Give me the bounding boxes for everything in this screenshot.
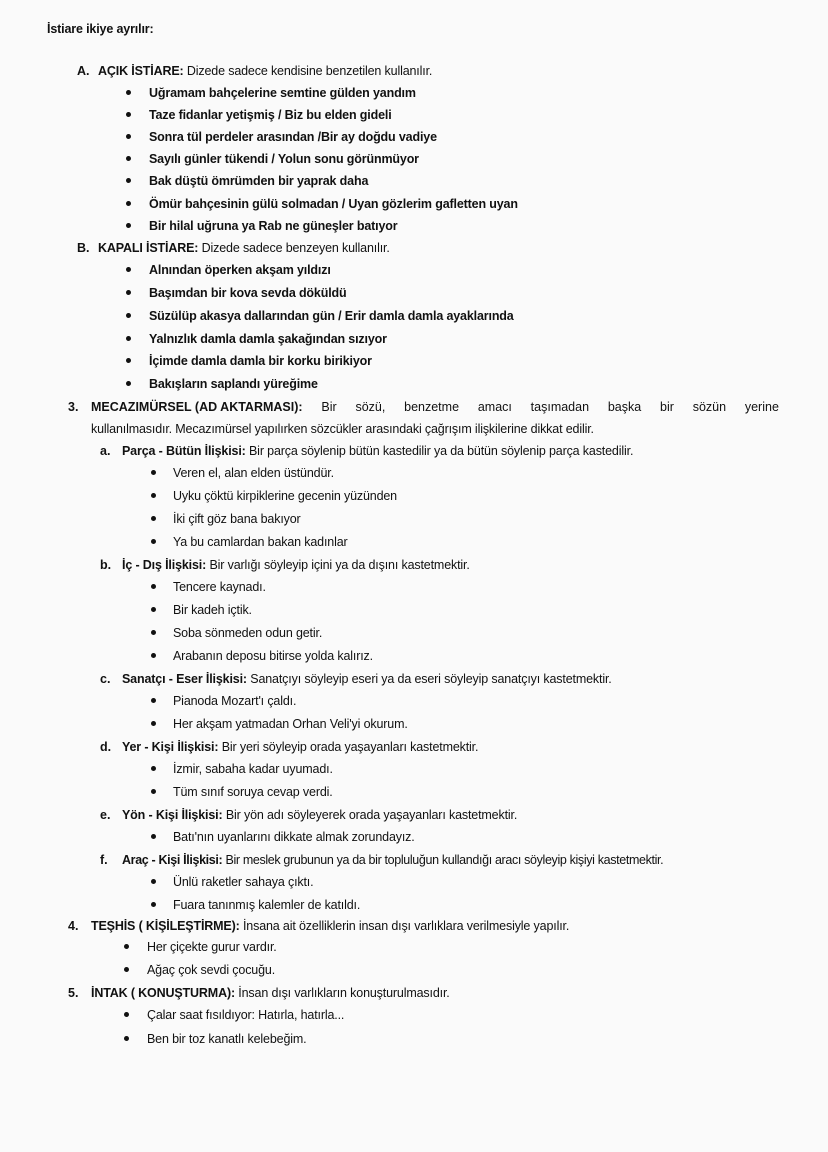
list-item: Bak düştü ömrümden bir yaprak daha (149, 174, 369, 188)
bullet (124, 1012, 129, 1017)
list-item: Başımdan bir kova sevda döküldü (149, 286, 347, 300)
sub-e-desc: Bir yön adı söyleyerek orada yaşayanları kastetmektir. (225, 808, 518, 822)
word: Bir (321, 400, 337, 414)
list-item: Ünlü raketler sahaya çıktı. (173, 875, 314, 889)
sub-c-title: Sanatçı - Eser İlişkisi: (122, 672, 247, 686)
section-4-desc: İnsana ait özelliklerin insan dışı varlıklara verilmesiyle yapılır. (242, 919, 570, 933)
bullet (126, 156, 131, 161)
section-3-title: MECAZIMÜRSEL (AD AKTARMASI): (91, 400, 303, 414)
bullet (126, 336, 131, 341)
sub-a-marker: a. (100, 444, 111, 458)
word: yerine (744, 400, 779, 414)
list-item: Her akşam yatmadan Orhan Veli'yi okurum. (173, 717, 408, 731)
section-3-marker: 3. (68, 400, 79, 414)
bullet (151, 721, 156, 726)
section-b-desc: Dizede sadece benzeyen kullanılır. (201, 241, 390, 255)
section-4-marker: 4. (68, 919, 79, 933)
sub-a-title: Parça - Bütün İlişkisi: (122, 444, 246, 458)
section-3-first-line (91, 399, 779, 415)
bullet (126, 112, 131, 117)
section-4-heading (91, 918, 569, 934)
list-item: Ben bir toz kanatlı kelebeğim. (147, 1032, 307, 1046)
list-item: İçimde damla damla bir korku birikiyor (149, 354, 372, 368)
section-b-marker: B. (77, 241, 90, 255)
bullet (126, 290, 131, 295)
sub-a-desc: Bir parça söylenip bütün kastedilir ya da bütün söylenip parça kastedilir. (249, 444, 634, 458)
bullet (151, 698, 156, 703)
sub-d-title: Yer - Kişi İlişkisi: (122, 740, 219, 754)
list-item: Sayılı günler tükendi / Yolun sonu görünmüyor (149, 152, 419, 166)
list-item: Alnından öperken akşam yıldızı (149, 263, 331, 277)
bullet (151, 766, 156, 771)
word: sözün (692, 400, 727, 414)
bullet (126, 313, 131, 318)
list-item: İki çift göz bana bakıyor (173, 512, 301, 526)
bullet (151, 607, 156, 612)
bullet (126, 223, 131, 228)
bullet (126, 90, 131, 95)
section-b-heading (98, 240, 390, 256)
list-item: Tencere kaynadı. (173, 580, 266, 594)
section-3-desc-cont: kullanılmasıdır. Mecazımürsel yapılırken sözcükler arasındaki çağrışım ilişkilerine dikkat edilir. (91, 422, 594, 436)
list-item: Sonra tül perdeler arasından /Bir ay doğdu vadiye (149, 130, 437, 144)
sub-e-marker: e. (100, 808, 111, 822)
sub-d-desc: Bir yeri söyleyip orada yaşayanları kastetmektir. (221, 740, 479, 754)
bullet (151, 789, 156, 794)
sub-b-heading (122, 557, 470, 573)
bullet (151, 653, 156, 658)
bullet (151, 630, 156, 635)
bullet (151, 879, 156, 884)
list-item: Bir kadeh içtik. (173, 603, 252, 617)
list-item: Ömür bahçesinin gülü solmadan / Uyan gözlerim gafletten uyan (149, 197, 518, 211)
bullet (151, 584, 156, 589)
word: sözü, (355, 400, 386, 414)
bullet (126, 178, 131, 183)
section-5-title: İNTAK ( KONUŞTURMA): (91, 986, 235, 1000)
bullet (151, 834, 156, 839)
sub-b-title: İç - Dış İlişkisi: (122, 558, 207, 572)
bullet (124, 944, 129, 949)
section-5-heading (91, 985, 450, 1001)
list-item: Veren el, alan elden üstündür. (173, 466, 334, 480)
sub-d-marker: d. (100, 740, 112, 754)
sub-b-marker: b. (100, 558, 112, 572)
list-item: Soba sönmeden odun getir. (173, 626, 323, 640)
word: başka (607, 400, 642, 414)
section-a-marker: A. (77, 64, 90, 78)
sub-c-desc: Sanatçıyı söyleyip eseri ya da eseri söyleyip sanatçıyı kastetmektir. (250, 672, 612, 686)
list-item: Uğramam bahçelerine semtine gülden yandım (149, 86, 416, 100)
sub-c-heading (122, 671, 612, 687)
list-item: Çalar saat fısıldıyor: Hatırla, hatırla... (147, 1008, 345, 1022)
section-5-marker: 5. (68, 986, 79, 1000)
bullet (124, 967, 129, 972)
sub-a-heading (122, 443, 633, 459)
section-4-title: TEŞHİS ( KİŞİLEŞTİRME): (91, 919, 240, 933)
list-item: Batı'nın uyanlarını dikkate almak zorundayız. (173, 830, 415, 844)
list-item: Fuara tanınmış kalemler de katıldı. (173, 898, 361, 912)
bullet (151, 493, 156, 498)
bullet (126, 267, 131, 272)
bullet (124, 1036, 129, 1041)
sub-f-heading (122, 852, 663, 868)
sub-e-title: Yön - Kişi İlişkisi: (122, 808, 223, 822)
word: taşımadan (530, 400, 590, 414)
section-a-heading (98, 63, 432, 79)
section-a-title: AÇIK İSTİARE: (98, 64, 184, 78)
list-item: Arabanın deposu bitirse yolda kalırız. (173, 649, 373, 663)
bullet (151, 539, 156, 544)
sub-d-heading (122, 739, 478, 755)
bullet (126, 381, 131, 386)
bullet (126, 134, 131, 139)
list-item: Süzülüp akasya dallarından gün / Erir damla damla ayaklarında (149, 309, 514, 323)
word: benzetme (404, 400, 460, 414)
sub-c-marker: c. (100, 672, 111, 686)
list-item: Tüm sınıf soruya cevap verdi. (173, 785, 333, 799)
word: amacı (477, 400, 512, 414)
list-item: Taze fidanlar yetişmiş / Biz bu elden gideli (149, 108, 392, 122)
section-5-desc: İnsan dışı varlıkların konuşturulmasıdır. (238, 986, 450, 1000)
sub-f-title: Araç - Kişi İlişkisi: (122, 853, 223, 867)
bullet (126, 358, 131, 363)
sub-f-desc: Bir meslek grubunun ya da bir topluluğun kullandığı aracı söyleyip kişiyi kastetmektir. (225, 853, 664, 867)
sub-f-marker: f. (100, 853, 108, 867)
list-item: Bir hilal uğruna ya Rab ne güneşler batıyor (149, 219, 398, 233)
bullet (126, 201, 131, 206)
list-item: Pianoda Mozart'ı çaldı. (173, 694, 297, 708)
list-item: Ağaç çok sevdi çocuğu. (147, 963, 276, 977)
section-a-desc: Dizede sadece kendisine benzetilen kullanılır. (186, 64, 433, 78)
list-item: Her çiçekte gurur vardır. (147, 940, 277, 954)
list-item: Bakışların saplandı yüreğime (149, 377, 318, 391)
bullet (151, 470, 156, 475)
sub-e-heading (122, 807, 517, 823)
sub-b-desc: Bir varlığı söyleyip içini ya da dışını kastetmektir. (209, 558, 470, 572)
list-item: Uyku çöktü kirpiklerine gecenin yüzünden (173, 489, 397, 503)
list-item: Ya bu camlardan bakan kadınlar (173, 535, 348, 549)
bullet (151, 516, 156, 521)
word: bir (660, 400, 674, 414)
bullet (151, 902, 156, 907)
section-b-title: KAPALI İSTİARE: (98, 241, 199, 255)
intro-line: İstiare ikiye ayrılır: (47, 22, 154, 36)
list-item: İzmir, sabaha kadar uyumadı. (173, 762, 333, 776)
list-item: Yalnızlık damla damla şakağından sızıyor (149, 332, 387, 346)
